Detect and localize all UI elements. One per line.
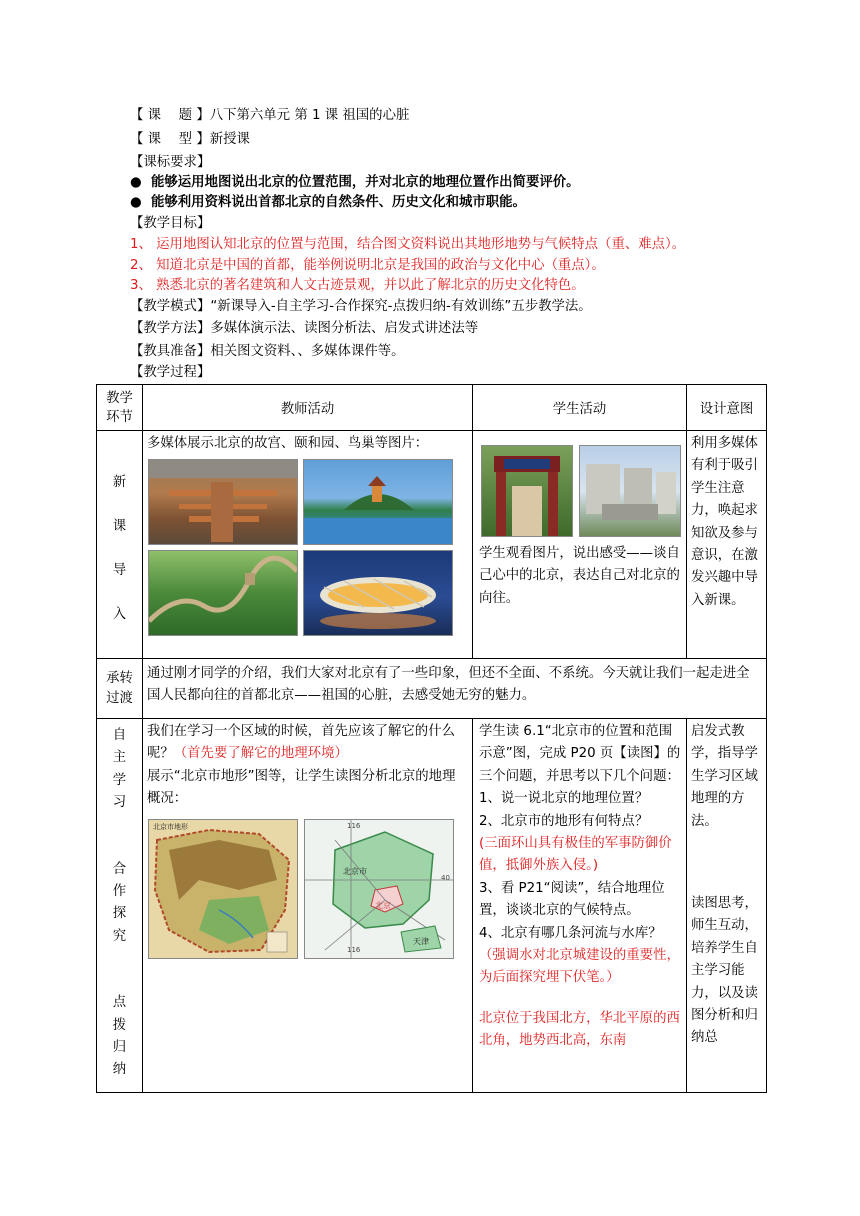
intent-self-study: 启发式教学，指导学生学习区域地理的方法。 读图思考，师生互动，培养学生自主学习能力，以及读图分析和归纳总 [687, 719, 767, 1093]
teacher-intro: 多媒体展示北京的故宫、颐和园、鸟巢等图片： [143, 431, 473, 659]
header-intent: 设计意图 [687, 385, 767, 431]
table-row-transition [97, 659, 767, 719]
beijing-terrain-map [148, 819, 298, 959]
table-row-intro [97, 431, 767, 659]
transition-text-cell: 通过刚才同学的介绍，我们大家对北京有了一些印象，但还不全面、不系统。今天就让我们一起走进全国人民都向往的首都北京——祖国的心脏，去感受她无穷的魅力。 [143, 659, 767, 719]
stage-intro: 新 课 导 入 [97, 431, 143, 659]
map-label-latitude: 40 [441, 873, 450, 882]
great-wall-image [148, 550, 298, 636]
student-intro: 学生观看图片，说出感受——谈自己心中的北京，表达自己对北京的向往。 [473, 431, 687, 659]
student-self-study: 学生读 6.1“北京市的位置和范围示意”图，完成 P20 页【读图】的三个问题，并思考以下几个问题： 1、说一说北京的地理位置？ 2、北京市的地形有何特点？ (三面环山具有极佳的军事防御价值，抵御外族入侵。) 3、看 P21“阅读”，结合地理位置，谈谈北京的气候特点。 4、北京有哪几条河流与水库？ （强调水对北京城建设的重要性，为后面探究埋下伏笔。） 北京位于我国北方，华北平原的西北角，地势西北高，东南 [473, 719, 687, 1093]
bullet-icon: ● [130, 175, 152, 190]
goals-heading: 【教学目标】 [130, 216, 211, 231]
beijing-location-map [304, 819, 454, 959]
teaching-prep-line: 【教具准备】相关图文资料、、多媒体课件等。 [130, 344, 405, 359]
lesson-type-line: 【 课 型 】新授课 [130, 132, 250, 147]
header-stage: 教学 环节 [97, 385, 143, 431]
map-label-beijing-city: 北京市 [343, 866, 367, 876]
lesson-process-table [96, 384, 767, 1093]
teaching-method-line: 【教学方法】多媒体演示法、读图分析法、启发式讲述法等 [130, 321, 479, 336]
header-teacher: 教师活动 [143, 385, 473, 431]
map-title: 北京市地形 [153, 822, 188, 831]
forbidden-city-image [148, 459, 298, 545]
lesson-title-line: 【 课 题 】八下第六单元 第 1 课 祖国的心脏 [130, 108, 410, 123]
stage-transition: 承转 过渡 [97, 659, 143, 719]
map-label-longitude-bottom: 116 [347, 945, 361, 954]
teacher-self-study: 我们在学习一个区域的时候，首先应该了解它的什么呢？（首先要了解它的地理环境） 展示“北京市地形”图等，让学生读图分析北京的地理概况： 北京市地形 北京市 北京 天津 116 116 40 [143, 719, 473, 1093]
university-gate-image [481, 445, 573, 537]
standard-item-1: ● 能够运用地图说出北京的位置范围，并对北京的地理位置作出简要评价。 [130, 175, 580, 190]
summer-palace-image [303, 459, 453, 545]
birds-nest-image [303, 550, 453, 636]
university-campus-image [579, 445, 681, 537]
goal-item-1: 1、 运用地图认知北京的位置与范围，结合图文资料说出其地形地势与气候特点（重、难点）。 [130, 237, 686, 252]
map-label-longitude-top: 116 [347, 821, 361, 830]
stage-self-study: 自 主 学 习 合 作 探 究 点 拨 归 纳 [97, 719, 143, 1093]
goal-item-2: 2、 知道北京是中国的首都，能举例说明北京是我国的政治与文化中心（重点）。 [130, 258, 605, 273]
intent-intro: 利用多媒体有利于吸引学生注意力，唤起求知欲及参与意识，在激发兴趣中导入新课。 [687, 431, 767, 659]
standards-heading: 【课标要求】 [130, 155, 211, 170]
header-student: 学生活动 [473, 385, 687, 431]
table-header-row [97, 385, 767, 431]
goal-item-3: 3、 熟悉北京的著名建筑和人文古迹景观，并以此了解北京的历史文化特色。 [130, 278, 585, 293]
standard-item-2: ● 能够利用资料说出首都北京的自然条件、历史文化和城市职能。 [130, 195, 526, 210]
bullet-icon: ● [130, 195, 152, 210]
map-label-beijing: 北京 [375, 900, 391, 910]
process-heading: 【教学过程】 [130, 365, 211, 380]
teaching-mode-line: 【教学模式】“新课导入-自主学习-合作探究-点拨归纳-有效训练”五步教学法。 [130, 299, 592, 314]
map-label-tianjin: 天津 [413, 936, 429, 946]
table-row-self-study [97, 719, 767, 1093]
